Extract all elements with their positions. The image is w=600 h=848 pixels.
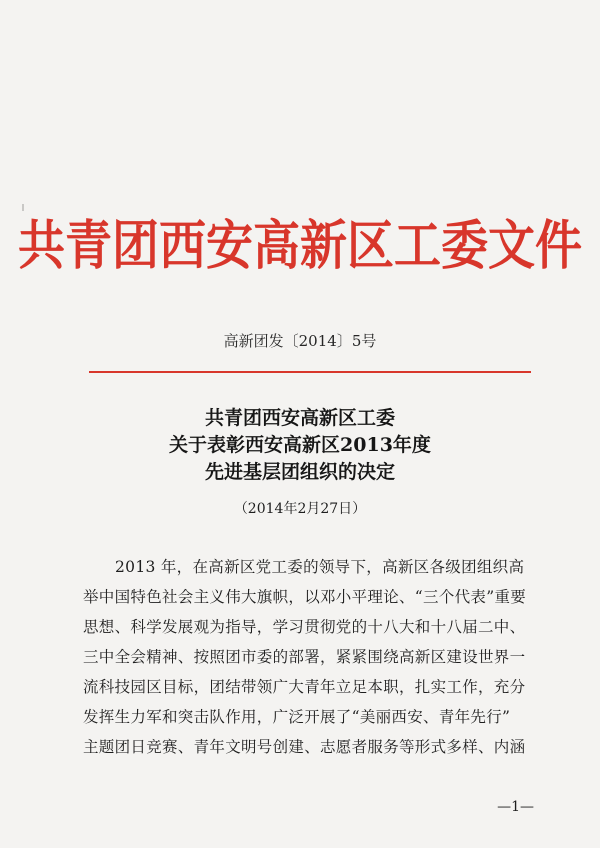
body-line: 主题团日竞赛、青年文明号创建、志愿者服务等形式多样、内涵 (83, 738, 526, 756)
document-title (0, 405, 600, 486)
body-line: 举中国特色社会主义伟大旗帜，以邓小平理论、“三个代表”重要 (83, 588, 527, 606)
document-number: 高新团发〔2014〕5号 (223, 332, 377, 350)
body-line: 发挥生力军和突击队作用，广泛开展了“美丽西安、青年先行” (83, 708, 511, 726)
document-date: （2014年2月27日） (233, 501, 367, 517)
body-line: 流科技园区目标，团结带领广大青年立足本职，扎实工作，充分 (83, 678, 526, 696)
body-line: 2013 年，在高新区党工委的领导下，高新区各级团组织高 (115, 558, 525, 576)
red-divider-line (89, 371, 531, 373)
body-text (83, 552, 533, 762)
document-title-line-3: 先进基层团组织的决定 (204, 461, 395, 483)
document-title-line-1: 共青团西安高新区工委 (204, 407, 395, 429)
document-header-title: 共青团西安高新区工委文件 (18, 215, 582, 277)
body-line: 三中全会精神、按照团市委的部署，紧紧围绕高新区建设世界一 (83, 648, 526, 666)
page-number: —1— (497, 799, 534, 815)
body-line: 思想、科学发展观为指导，学习贯彻党的十八大和十八届二中、 (83, 618, 526, 636)
document-title-line-2: 关于表彰西安高新区2013年度 (169, 434, 431, 456)
